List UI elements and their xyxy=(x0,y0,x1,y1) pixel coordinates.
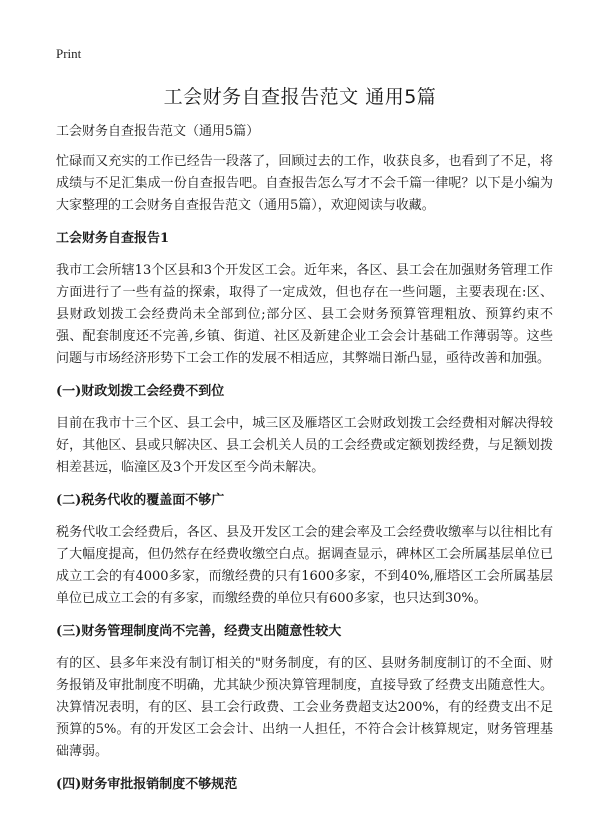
document-title: 工会财务自查报告范文 通用5篇 xyxy=(163,86,437,108)
document-subtitle: 工会财务自查报告范文（通用5篇） xyxy=(56,124,260,139)
intro-paragraph: 忙碌而又充实的工作已经告一段落了，回顾过去的工作，收获良多，也看到了不足，将成绩与不足汇集成一份自查报告吧。自查报告怎么写才不会千篇一律呢？以下是小编为大家整理的工会财务自查报告范文（通用5篇），欢迎阅读与收藏。 xyxy=(56,154,553,213)
problem-heading: (二)税务代收的覆盖面不够广 xyxy=(56,493,225,508)
problem-paragraph: 有的区、县多年来没有制订相关的"财务制度，有的区、县财务制度制订的不全面、财务报销及审批制度不明确，尤其缺少预决算管理制度，直接导致了经费支出随意性大。决算情况表明，有的区、县工会行政费、工会业务费超支达200%，有的经费支出不足预算的5%。有的开发区工会会计、出纳一人担任，不符合会计核算规定，财务管理基础薄弱。 xyxy=(56,656,553,759)
problem-heading: (四)财务审批报销制度不够规范 xyxy=(56,777,238,792)
problem-paragraph: 税务代收工会经费后，各区、县及开发区工会的建会率及工会经费收缴率与以往相比有了大幅度提高，但仍然存在经费收缴空白点。据调查显示，碑林区工会所属基层单位已成立工会的有4000多家，而缴经费的只有1600多家，不到40%,雁塔区工会所属基层单位已成立工会的有多家，而缴经费的单位只有600多家，也只达到30%。 xyxy=(56,525,553,606)
problem-heading: (三)财务管理制度尚不完善，经费支出随意性较大 xyxy=(56,624,342,639)
print-label[interactable]: Print xyxy=(56,46,82,61)
section-paragraph: 我市工会所辖13个区县和3个开发区工会。近年来，各区、县工会在加强财务管理工作方面进行了一些有益的探索，取得了一定成效，但也存在一些问题，主要表现在:区、县财政划拨工会经费尚未全部到位;部分区、县工会财务预算管理粗放、预算约束不强、配套制度还不完善,乡镇、街道、社区及新建企业工会会计基础工作薄弱等。这些问题与市场经济形势下工会工作的发展不相适应，其弊端日渐凸显，亟待改善和加强。 xyxy=(56,263,553,366)
document-body xyxy=(56,121,553,806)
problem-heading: (一)财政划拨工会经费不到位 xyxy=(56,384,225,399)
problem-paragraph: 目前在我市十三个区、县工会中，城三区及雁塔区工会财政划拨工会经费相对解决得较好，其他区、县或只解决区、县工会机关人员的工会经费或定额划拨经费，与足额划拨相差甚远，临潼区及3个开发区至今尚未解决。 xyxy=(56,416,553,475)
section-heading: 工会财务自查报告1 xyxy=(56,231,170,246)
